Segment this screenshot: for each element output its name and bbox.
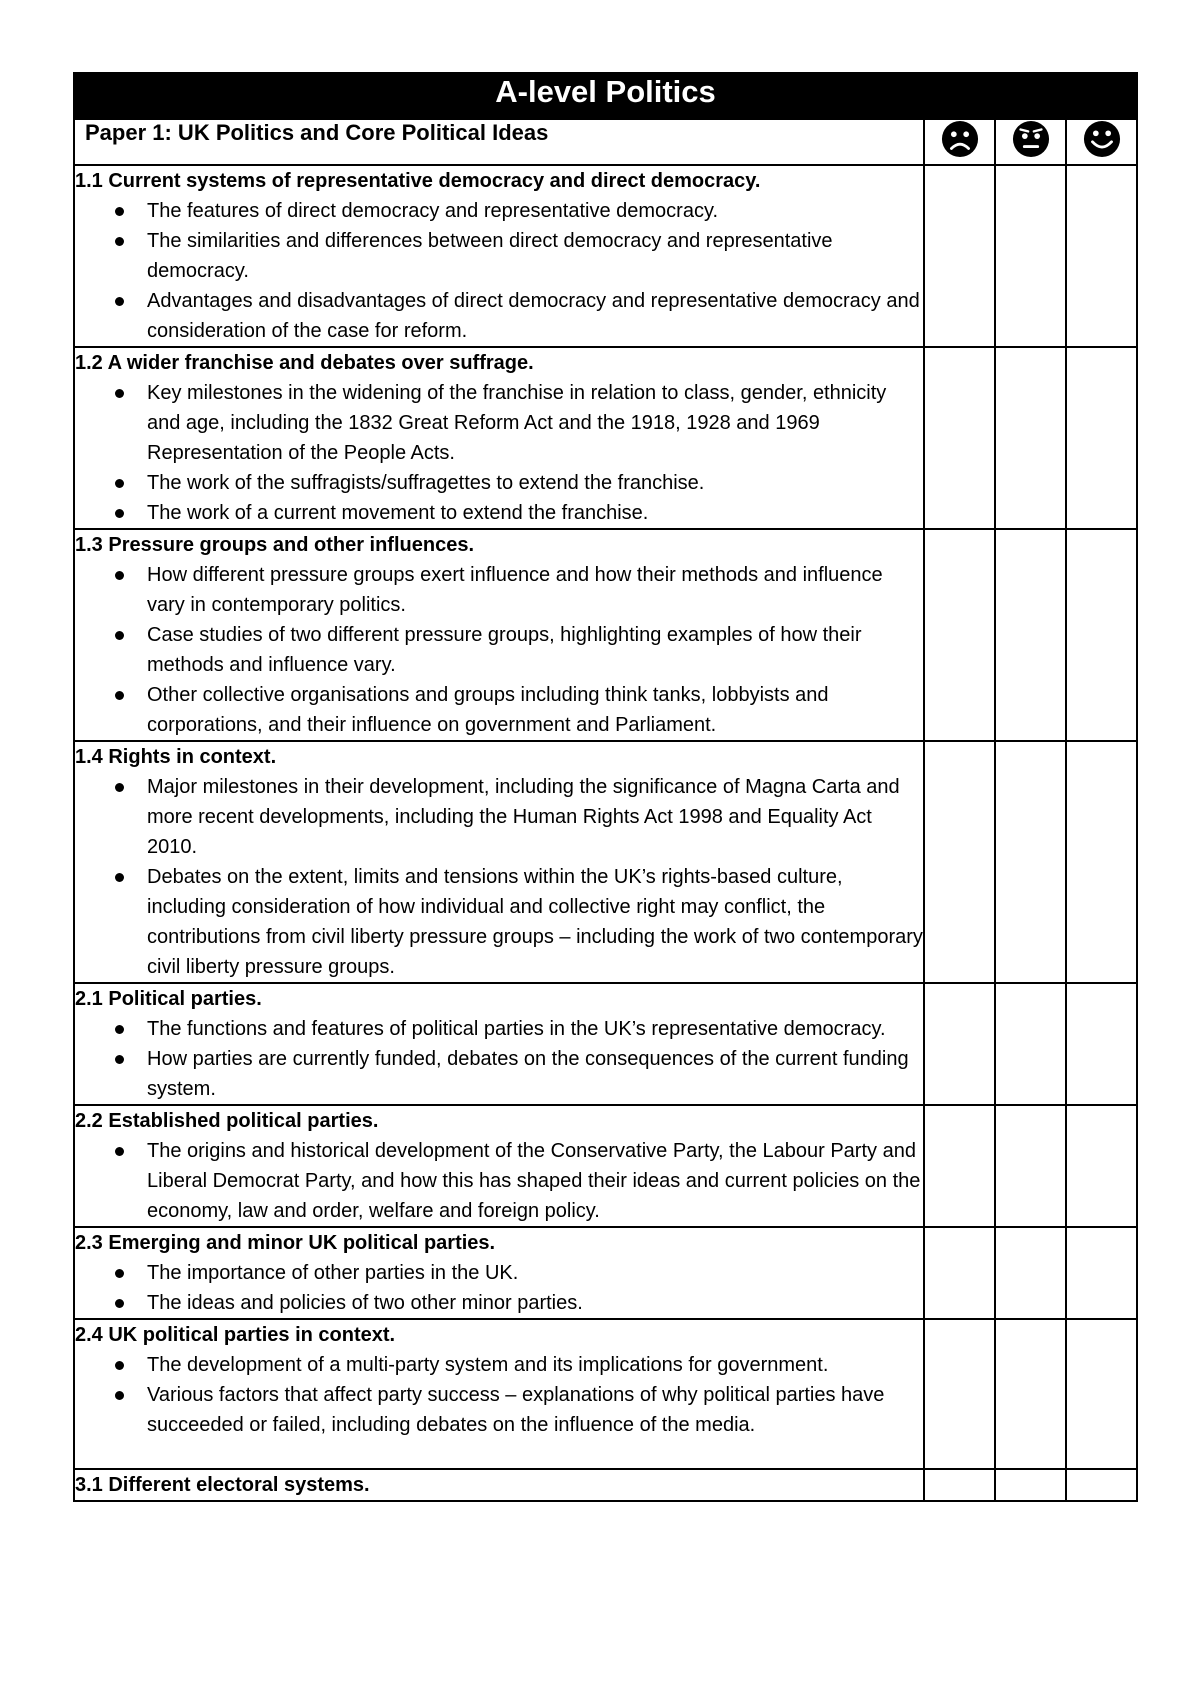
rating-box-confident[interactable]	[1066, 347, 1137, 529]
list-item: How parties are currently funded, debates on the consequences of the current funding system.	[147, 1044, 923, 1104]
topic-heading: 3.1 Different electoral systems.	[75, 1474, 370, 1496]
topic-cell	[74, 347, 924, 529]
topic-row	[74, 347, 1137, 529]
sad-face-icon	[941, 120, 979, 158]
list-item: The work of the suffragists/suffragettes to extend the franchise.	[147, 468, 923, 498]
topic-cell	[74, 529, 924, 741]
rating-box-somewhat-confident[interactable]	[995, 1105, 1066, 1227]
topic-points-list	[75, 196, 923, 346]
list-item: Advantages and disadvantages of direct democracy and representative democracy and consideration of the case for reform.	[147, 286, 923, 346]
list-item: Other collective organisations and groups including think tanks, lobbyists and corporations, and their influence on government and Parliament.	[147, 680, 923, 740]
list-item: The importance of other parties in the UK.	[147, 1258, 923, 1288]
rating-box-somewhat-confident[interactable]	[995, 347, 1066, 529]
rating-box-confident[interactable]	[1066, 741, 1137, 983]
list-item: The similarities and differences between direct democracy and representative democracy.	[147, 226, 923, 286]
topic-row	[74, 165, 1137, 347]
topic-row	[74, 1227, 1137, 1319]
rating-box-confident[interactable]	[1066, 983, 1137, 1105]
rating-box-not-confident[interactable]	[924, 741, 995, 983]
topic-heading: 1.2 A wider franchise and debates over suffrage.	[75, 352, 534, 374]
list-item: Key milestones in the widening of the franchise in relation to class, gender, ethnicity and age, including the 1832 Great Reform Act and the 1918, 1928 and 1969 Representation of the People Acts.	[147, 378, 923, 468]
rating-box-confident[interactable]	[1066, 529, 1137, 741]
rating-box-not-confident[interactable]	[924, 1227, 995, 1319]
title-row	[74, 73, 1137, 119]
topic-row	[74, 1319, 1137, 1469]
happy-face-icon	[1083, 120, 1121, 158]
rating-box-not-confident[interactable]	[924, 529, 995, 741]
topic-cell	[74, 1319, 924, 1469]
list-item: The features of direct democracy and representative democracy.	[147, 196, 923, 226]
list-item: Case studies of two different pressure groups, highlighting examples of how their methods and influence vary.	[147, 620, 923, 680]
rating-box-somewhat-confident[interactable]	[995, 529, 1066, 741]
paper-title	[74, 119, 924, 165]
checklist-table	[73, 72, 1138, 1502]
topic-cell	[74, 983, 924, 1105]
rating-box-somewhat-confident[interactable]	[995, 1469, 1066, 1501]
topic-points-list	[75, 772, 923, 982]
rating-box-confident[interactable]	[1066, 1469, 1137, 1501]
neutral-face-icon	[1012, 120, 1050, 158]
topic-points-list	[75, 378, 923, 528]
list-item: The functions and features of political parties in the UK’s representative democracy.	[147, 1014, 923, 1044]
document-title: A-level Politics	[74, 73, 1137, 119]
rating-box-somewhat-confident[interactable]	[995, 1227, 1066, 1319]
topic-heading: 2.4 UK political parties in context.	[75, 1324, 396, 1346]
topic-points-list	[75, 1350, 923, 1440]
rating-box-somewhat-confident[interactable]	[995, 165, 1066, 347]
topic-points-list	[75, 1136, 923, 1226]
list-item: How different pressure groups exert influence and how their methods and influence vary in contemporary politics.	[147, 560, 923, 620]
topic-heading: 2.3 Emerging and minor UK political parties.	[75, 1232, 496, 1254]
topic-cell	[74, 1469, 924, 1501]
topic-points-list	[75, 1258, 923, 1318]
rating-box-somewhat-confident[interactable]	[995, 1319, 1066, 1469]
rating-box-not-confident[interactable]	[924, 1105, 995, 1227]
topic-cell	[74, 741, 924, 983]
topic-row	[74, 1469, 1137, 1501]
list-item: The work of a current movement to extend the franchise.	[147, 498, 923, 528]
topic-heading: 1.4 Rights in context.	[75, 746, 277, 768]
topic-cell	[74, 165, 924, 347]
neutral-face-header	[995, 119, 1066, 165]
topic-row	[74, 741, 1137, 983]
happy-face-header	[1066, 119, 1137, 165]
list-item: Debates on the extent, limits and tensions within the UK’s rights-based culture, including consideration of how individual and collective right may conflict, the contributions from civil liberty pressure groups – including the work of two contemporary civil liberty pressure groups.	[147, 862, 923, 982]
rating-box-confident[interactable]	[1066, 1105, 1137, 1227]
paper-row	[74, 119, 1137, 165]
topic-heading: 1.1 Current systems of representative democracy and direct democracy.	[75, 170, 761, 192]
topic-row	[74, 529, 1137, 741]
rating-box-not-confident[interactable]	[924, 165, 995, 347]
blank-space	[75, 1440, 923, 1468]
rating-box-confident[interactable]	[1066, 165, 1137, 347]
topic-points-list	[75, 560, 923, 740]
rating-box-not-confident[interactable]	[924, 1469, 995, 1501]
list-item: Various factors that affect party success – explanations of why political parties have succeeded or failed, including debates on the influence of the media.	[147, 1380, 923, 1440]
rating-box-not-confident[interactable]	[924, 983, 995, 1105]
rating-box-confident[interactable]	[1066, 1227, 1137, 1319]
rating-box-somewhat-confident[interactable]	[995, 983, 1066, 1105]
rating-box-confident[interactable]	[1066, 1319, 1137, 1469]
topic-cell	[74, 1227, 924, 1319]
rating-box-somewhat-confident[interactable]	[995, 741, 1066, 983]
topic-points-list	[75, 1014, 923, 1104]
topic-heading: 1.3 Pressure groups and other influences.	[75, 534, 475, 556]
list-item: The ideas and policies of two other minor parties.	[147, 1288, 923, 1318]
topic-cell	[74, 1105, 924, 1227]
rating-box-not-confident[interactable]	[924, 1319, 995, 1469]
checklist-document	[73, 72, 1137, 1502]
topic-row	[74, 983, 1137, 1105]
list-item: The development of a multi-party system and its implications for government.	[147, 1350, 923, 1380]
topic-row	[74, 1105, 1137, 1227]
topic-heading: 2.1 Political parties.	[75, 988, 262, 1010]
topic-heading: 2.2 Established political parties.	[75, 1110, 379, 1132]
rating-box-not-confident[interactable]	[924, 347, 995, 529]
list-item: The origins and historical development of the Conservative Party, the Labour Party and Liberal Democrat Party, and how this has shaped their ideas and current policies on the economy, law and order, welfare and foreign policy.	[147, 1136, 923, 1226]
list-item: Major milestones in their development, including the significance of Magna Carta and more recent developments, including the Human Rights Act 1998 and Equality Act 2010.	[147, 772, 923, 862]
sad-face-header	[924, 119, 995, 165]
paper-title-text: Paper 1: UK Politics and Core Political Ideas	[85, 120, 549, 145]
